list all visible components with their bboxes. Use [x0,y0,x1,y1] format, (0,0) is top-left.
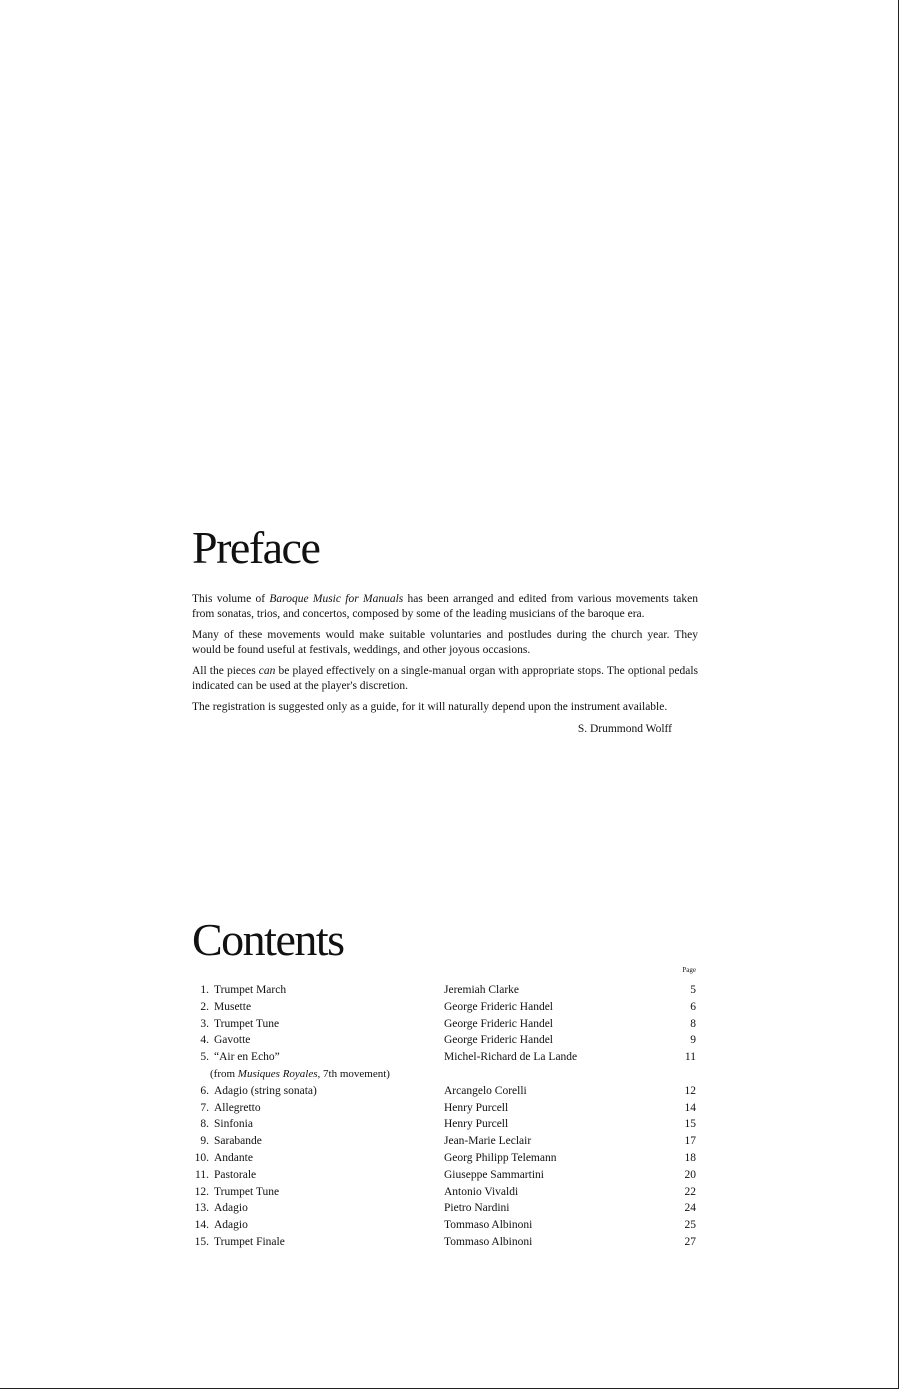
toc-entry-composer: Henry Purcell [444,1101,509,1114]
toc-note-suffix: 7th movement) [320,1067,390,1080]
toc-entry-composer: Giuseppe Sammartini [444,1168,544,1181]
toc-entry-number: 13. [194,1202,209,1215]
toc-entry-page: 24 [684,1202,696,1215]
toc-entry-composer: Henry Purcell [444,1118,509,1131]
toc-entry-page: 9 [690,1034,696,1047]
toc-entry-title: Andante [214,1151,253,1164]
preface-paragraph-4: The registration is suggested only as a guide, for it will naturally depend upon the instrument available. [192,701,668,713]
toc-entry [192,1150,698,1167]
page-column-header: Page [682,966,696,974]
toc-entry-title: Adagio [214,1219,248,1232]
toc-entry-title: Trumpet Finale [214,1235,285,1248]
preface-heading: Preface [192,522,320,573]
toc-entry-number: 7. [200,1101,209,1114]
toc-entry-page: 25 [684,1219,696,1232]
toc-entry-page: 17 [684,1135,696,1148]
toc-entry-number: 5. [200,1051,209,1064]
contents-heading: Contents [192,914,344,965]
toc-entry-page: 15 [684,1118,696,1131]
toc-entry-note-row [192,1066,698,1083]
toc-entry [192,1217,698,1234]
toc-entry-title: Musette [214,1000,252,1013]
toc-entry-page: 8 [690,1017,696,1030]
preface-body [192,592,698,736]
toc-entry [192,1234,698,1251]
toc-entry-page: 6 [690,1000,696,1013]
preface-paragraph-2: Many of these movements would make suitable voluntaries and postludes during the church year. They would be found useful at festivals, weddings, and other joyous occasions. [192,629,698,656]
toc-entry [192,1133,698,1150]
toc-entry-page: 5 [690,984,696,996]
preface-p3-text-b: be played effectively on a single-manual organ with appropriate stops. The optional pedals indicated can be used at the player's discretion. [192,665,698,692]
toc-entry-page: 22 [684,1185,696,1198]
toc-entry-number: 15. [194,1235,209,1248]
toc-entry-page: 18 [684,1151,696,1164]
toc-entry-title: Pastorale [214,1168,257,1181]
toc-entry-number: 1. [200,984,209,996]
toc-entry-page: 12 [684,1084,696,1097]
toc-entry [192,1116,698,1133]
toc-entry-composer: George Frideric Handel [444,1017,553,1030]
toc-entry-title: Allegretto [214,1101,261,1114]
preface-paragraph-3 [192,664,698,693]
toc-entry [192,1083,698,1100]
toc-entry-title: Trumpet Tune [214,1017,280,1030]
toc-entry-composer: Tommaso Albinoni [444,1235,533,1248]
toc-entry-number: 11. [195,1168,209,1181]
toc-entry [192,982,698,999]
toc-entry [192,1016,698,1033]
toc-entry [192,1167,698,1184]
toc-note-work-title: Musiques Royales, [237,1067,321,1080]
toc-entry-page: 20 [684,1168,696,1181]
toc-entry-title: Adagio (string sonata) [214,1084,317,1097]
toc-entry-composer: Jeremiah Clarke [444,984,520,996]
toc-entry [192,1184,698,1201]
toc-entry-composer: Arcangelo Corelli [444,1084,527,1097]
toc-entry-number: 2. [200,1000,209,1013]
toc-entry-composer: George Frideric Handel [444,1034,553,1047]
toc-entry [192,1032,698,1049]
toc-entry-number: 10. [194,1151,209,1164]
toc-entry-title: Gavotte [214,1034,251,1047]
toc-entry-number: 4. [200,1034,209,1047]
toc-entry-composer: Tommaso Albinoni [444,1219,533,1232]
toc-entry-title: Sinfonia [214,1118,253,1131]
toc-entry-composer: Pietro Nardini [444,1202,510,1215]
toc-entry-composer: Michel-Richard de La Lande [444,1051,578,1064]
toc-entry-number: 14. [194,1219,209,1232]
toc-entry-composer: Antonio Vivaldi [444,1185,519,1198]
preface-p1-text-b: has been arranged and edited from various movements taken from sonatas, trios, and concertos, composed by some of the leading musicians of the baroque era. [192,593,698,620]
toc-entry-number: 12. [194,1185,209,1198]
toc-entry [192,1200,698,1217]
toc-entry-title: “Air en Echo” [214,1051,280,1064]
preface-signature: S. Drummond Wolff [577,722,672,735]
toc-entry-title: Trumpet March [214,984,287,996]
preface-p1-text-a: This volume of [192,593,270,605]
toc-entry-composer: Georg Philipp Telemann [444,1151,557,1164]
toc-entry-note [210,1066,390,1083]
toc-entry-page: 27 [684,1235,696,1248]
preface-p3-text-a: All the pieces [192,665,259,677]
toc-entry-number: 8. [200,1118,209,1131]
toc-entry-number: 6. [200,1084,209,1097]
toc-entry-page: 14 [684,1101,696,1114]
table-of-contents [192,966,698,1251]
toc-entry [192,1100,698,1117]
preface-paragraph-1 [192,592,698,621]
toc-entry [192,999,698,1016]
toc-rows [192,972,698,1251]
toc-entry-composer: George Frideric Handel [444,1000,553,1013]
toc-entry-number: 3. [200,1017,209,1030]
toc-entry-title: Adagio [214,1202,248,1215]
toc-entry-title: Sarabande [214,1135,262,1148]
toc-entry-title: Trumpet Tune [214,1185,280,1198]
toc-entry-number: 9. [200,1135,209,1148]
toc-entry-page: 11 [684,1051,696,1064]
contents-section [192,912,698,1251]
toc-entry-composer: Jean-Marie Leclair [444,1135,532,1148]
toc-note-prefix: (from [210,1067,238,1080]
preface-section [192,520,698,736]
preface-p3-emphasis: can [258,665,276,677]
toc-entry [192,1049,698,1066]
preface-p1-book-title: Baroque Music for Manuals [269,593,404,605]
